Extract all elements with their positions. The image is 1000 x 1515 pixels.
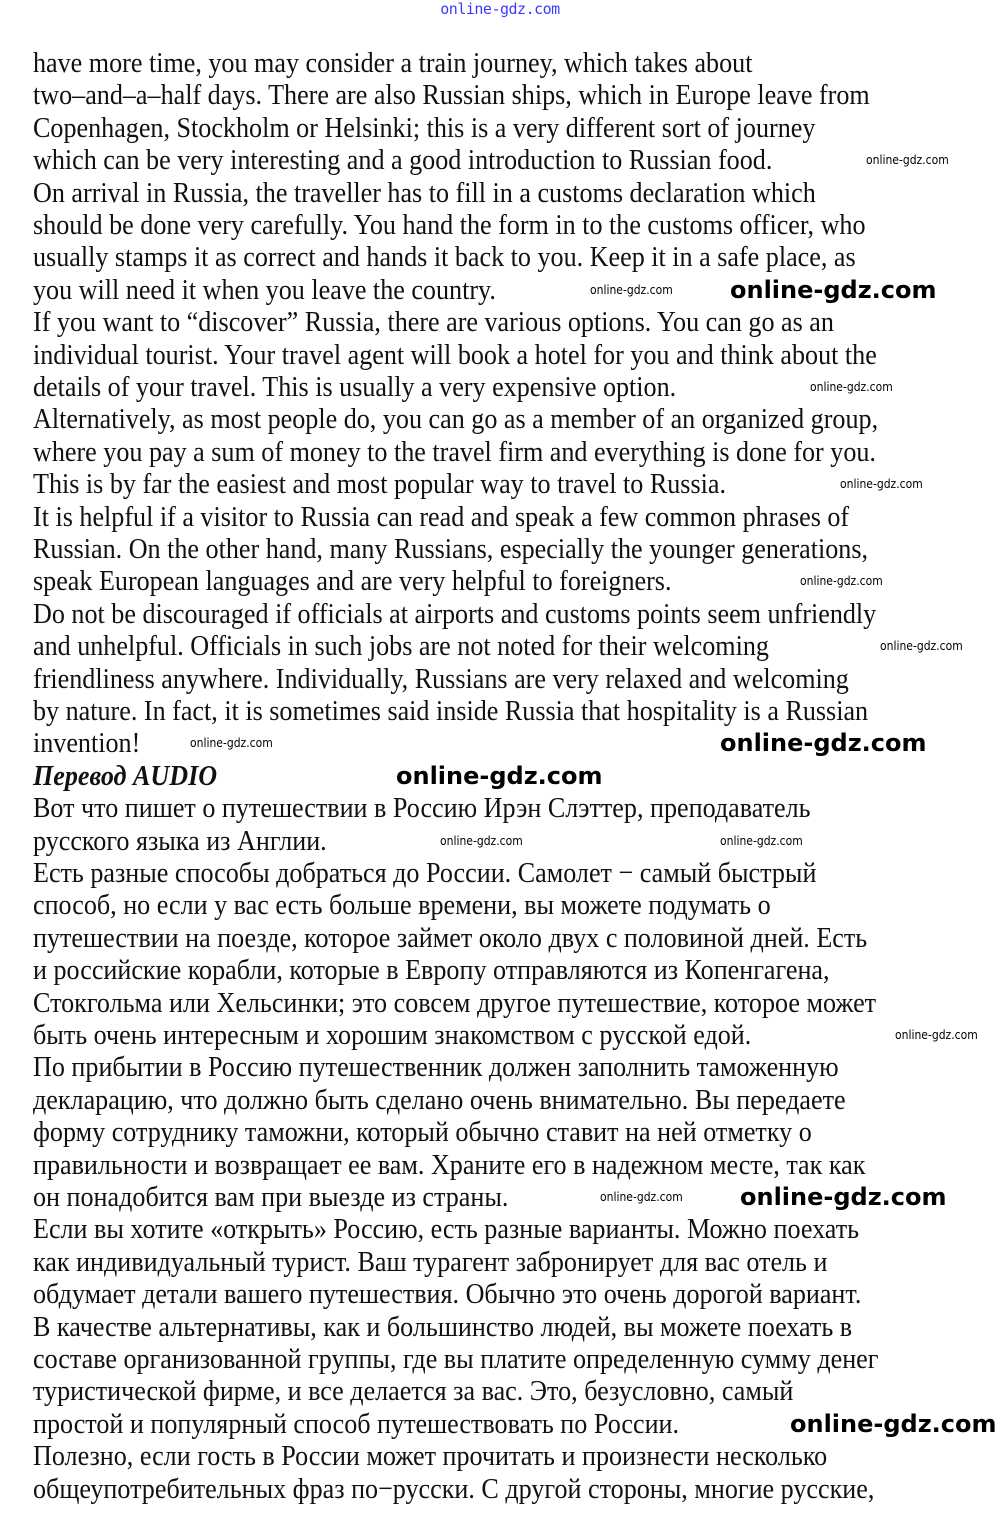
- english-text-line: you will need it when you leave the country.: [33, 273, 496, 306]
- watermark-large: online-gdz.com: [396, 761, 603, 790]
- russian-text-line: туристической фирме, и все делается за вас. Это, безусловно, самый: [33, 1375, 794, 1408]
- english-text-line: should be done very carefully. You hand the form in to the customs officer, who: [33, 209, 866, 241]
- watermark-large: online-gdz.com: [740, 1183, 947, 1211]
- russian-text-line: декларацию, что должно быть сделано очень внимательно. Вы передаете: [33, 1083, 846, 1116]
- russian-text-line: обдумает детали вашего путешествия. Обычно это очень дорогой вариант.: [33, 1278, 862, 1311]
- watermark-large: online-gdz.com: [720, 729, 927, 758]
- english-text-line: invention!: [33, 727, 141, 760]
- english-text-line: Russian. On the other hand, many Russians, especially the younger generations,: [33, 533, 869, 565]
- header-watermark: online-gdz.com: [440, 0, 560, 18]
- watermark: online-gdz.com: [800, 574, 883, 589]
- russian-text-line: как индивидуальный турист. Ваш турагент забронирует для вас отель и: [33, 1245, 828, 1278]
- russian-text-line: простой и популярный способ путешествовать по России.: [33, 1407, 680, 1440]
- russian-text-line: Если вы хотите «открыть» Россию, есть разные варианты. Можно поехать: [33, 1213, 860, 1246]
- watermark: online-gdz.com: [810, 380, 893, 394]
- russian-text-line: В качестве альтернативы, как и большинство людей, вы можете поехать в: [33, 1310, 853, 1343]
- watermark: online-gdz.com: [840, 477, 923, 492]
- watermark: online-gdz.com: [720, 833, 803, 848]
- watermark-large: online-gdz.com: [790, 1409, 997, 1438]
- english-text-line: Alternatively, as most people do, you can go as a member of an organized group,: [33, 403, 879, 436]
- russian-text-line: и российские корабли, которые в Европу отправляются из Копенгагена,: [33, 954, 830, 987]
- russian-text-line: Полезно, если гость в России может прочитать и произнести несколько: [33, 1440, 828, 1473]
- english-text-line: have more time, you may consider a train journey, which takes about: [33, 47, 753, 79]
- translation-heading: Перевод AUDIO: [33, 759, 218, 792]
- russian-text-line: он понадобится вам при выезде из страны.: [33, 1181, 509, 1213]
- watermark: online-gdz.com: [440, 833, 523, 848]
- russian-text-line: путешествии на поезде, которое займет около двух с половиной дней. Есть: [33, 921, 868, 954]
- russian-text-line: русского языка из Англии.: [33, 824, 327, 857]
- english-text-line: It is helpful if a visitor to Russia can read and speak a few common phrases of: [33, 500, 850, 533]
- english-text-line: speak European languages and are very helpful to foreigners.: [33, 565, 672, 598]
- english-text-line: Do not be discouraged if officials at airports and customs points seem unfriendly: [33, 597, 877, 630]
- english-text-line: and unhelpful. Officials in such jobs are not noted for their welcoming: [33, 630, 769, 663]
- english-text-line: which can be very interesting and a good introduction to Russian food.: [33, 144, 773, 177]
- watermark-large: online-gdz.com: [730, 275, 937, 304]
- english-text-line: by nature. In fact, it is sometimes said inside Russia that hospitality is a Russian: [33, 695, 869, 727]
- russian-text-line: правильности и возвращает ее вам. Храните его в надежном месте, так как: [33, 1148, 866, 1181]
- english-text-line: This is by far the easiest and most popular way to travel to Russia.: [33, 468, 726, 501]
- russian-text-line: форму сотруднику таможни, который обычно ставит на ней отметку о: [33, 1116, 812, 1149]
- english-text-line: where you pay a sum of money to the travel firm and everything is done for you.: [33, 435, 876, 468]
- watermark: online-gdz.com: [190, 736, 273, 751]
- russian-text-line: способ, но если у вас есть больше времени, вы можете подумать о: [33, 889, 771, 922]
- watermark: online-gdz.com: [590, 282, 673, 297]
- english-text-line: details of your travel. This is usually a very expensive option.: [33, 371, 677, 403]
- english-text-line: individual tourist. Your travel agent will book a hotel for you and think about the: [33, 338, 877, 371]
- russian-text-line: Вот что пишет о путешествии в Россию Ирэн Слэттер, преподаватель: [33, 792, 811, 825]
- russian-text-line: Есть разные способы добраться до России. Самолет − самый быстрый: [33, 857, 817, 889]
- russian-text-line: общеупотребительных фраз по−русски. С другой стороны, многие русские,: [33, 1472, 875, 1505]
- watermark: online-gdz.com: [880, 639, 963, 654]
- russian-text-line: По прибытии в Россию путешественник должен заполнить таможенную: [33, 1051, 839, 1084]
- russian-text-line: Стокгольма или Хельсинки; это совсем другое путешествие, которое может: [33, 986, 877, 1019]
- watermark: online-gdz.com: [600, 1190, 683, 1204]
- watermark: online-gdz.com: [866, 153, 949, 168]
- english-text-line: On arrival in Russia, the traveller has to fill in a customs declaration which: [33, 176, 816, 209]
- english-text-line: two–and–a–half days. There are also Russian ships, which in Europe leave from: [33, 79, 870, 112]
- russian-text-line: составе организованной группы, где вы платите определенную сумму денег: [33, 1343, 879, 1375]
- english-text-line: usually stamps it as correct and hands it back to you. Keep it in a safe place, as: [33, 241, 856, 274]
- english-text-line: Copenhagen, Stockholm or Helsinki; this is a very different sort of journey: [33, 111, 816, 144]
- english-text-line: If you want to “discover” Russia, there are various options. You can go as an: [33, 306, 834, 339]
- russian-text-line: быть очень интересным и хорошим знакомством с русской едой.: [33, 1019, 752, 1051]
- english-text-line: friendliness anywhere. Individually, Russians are very relaxed and welcoming: [33, 662, 849, 695]
- watermark: online-gdz.com: [895, 1028, 978, 1042]
